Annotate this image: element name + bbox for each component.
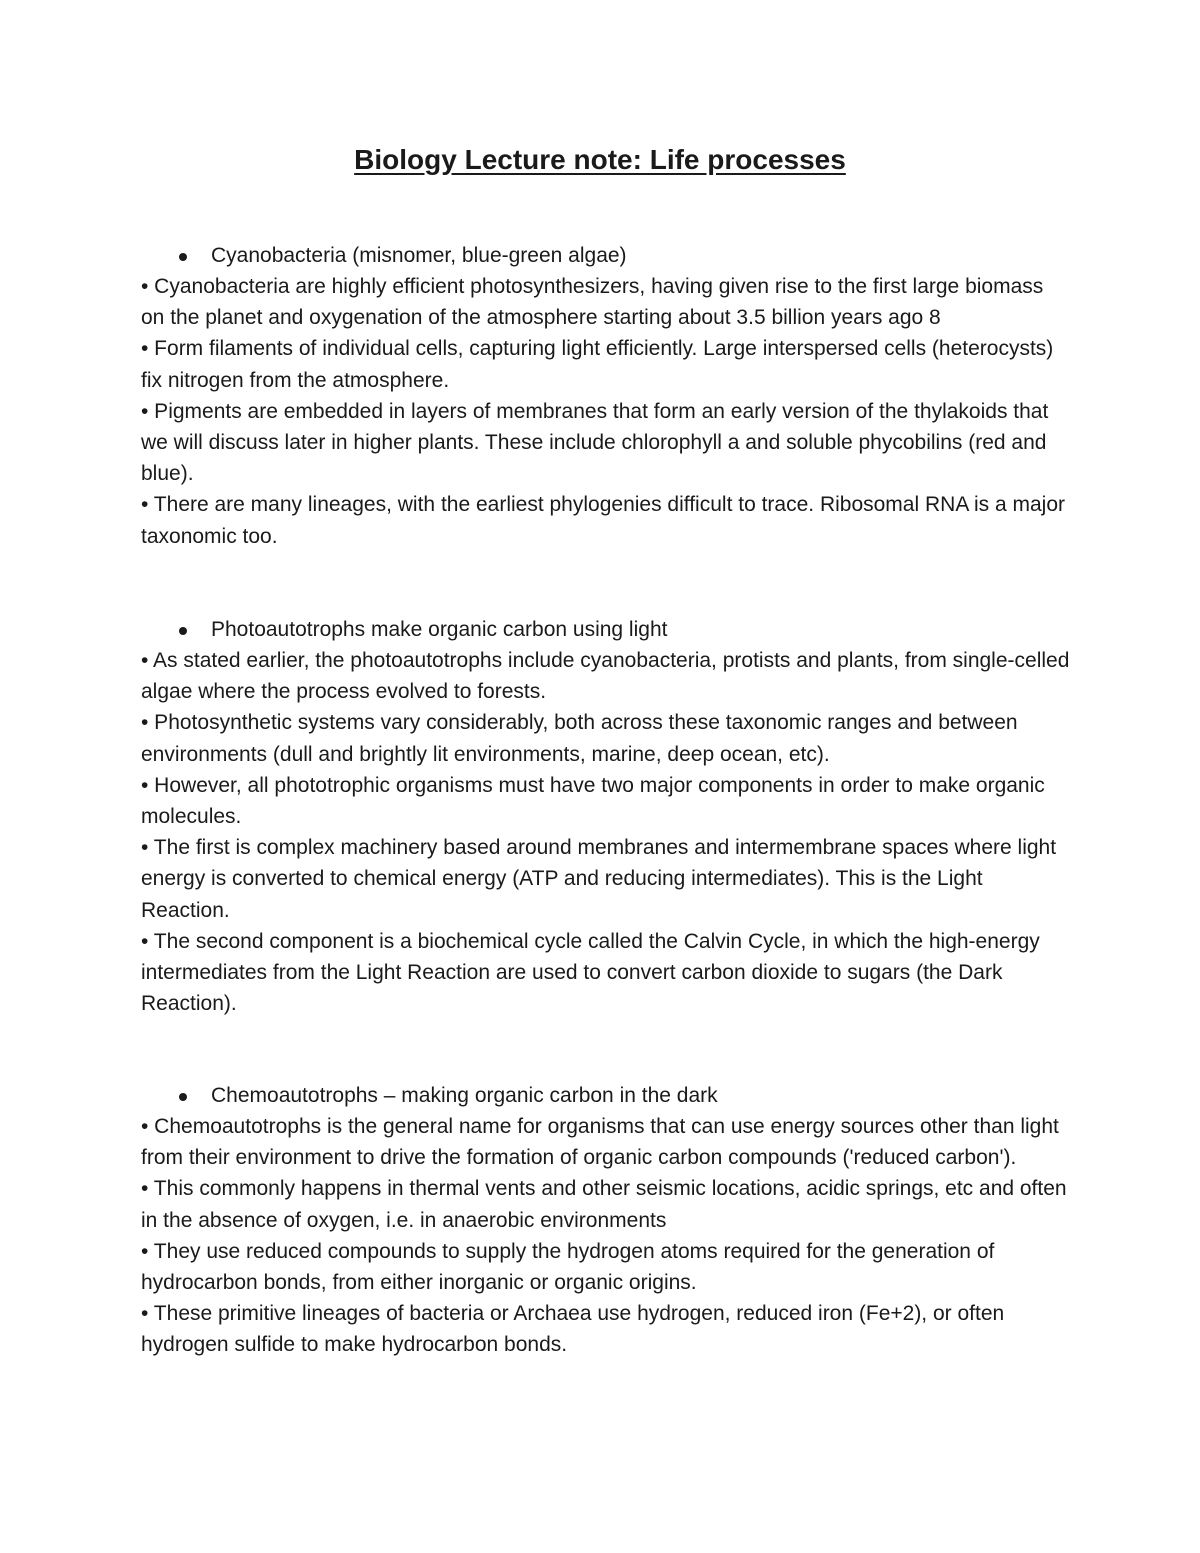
paragraph: • Chemoautotrophs is the general name for organisms that can use energy sources other than light from their environment to drive the formation of organic carbon compounds ('reduced carbon'). [141,1115,1059,1170]
paragraph: • This commonly happens in thermal vents and other seismic locations, acidic springs, etc and often in the absence of oxygen, i.e. in anaerobic environments [141,1177,1067,1232]
section-heading [141,240,1071,271]
paragraph: • There are many lineages, with the earliest phylogenies difficult to trace. Ribosomal RNA is a major taxonomic too. [141,493,1066,548]
paragraph: • However, all phototrophic organisms must have two major components in order to make organic molecules. [141,773,1045,829]
section-heading-label: Photoautotrophs make organic carbon using light [211,618,668,641]
paragraph: • These primitive lineages of bacteria or Archaea use hydrogen, reduced iron (Fe+2), or often hydrogen sulfide to make hydrocarbon bonds. [141,1302,1005,1357]
paragraph: • Cyanobacteria are highly efficient photosynthesizers, having given rise to the first large biomass on the planet and oxygenation of the atmosphere starting about 3.5 billion years ago 8 [141,275,1044,330]
section-photoautotrophs [141,614,1071,1019]
bullet-dot-icon [179,627,187,635]
paragraph: • Form filaments of individual cells, capturing light efficiently. Large interspersed cells (heterocysts) fix nitrogen from the atmosphere. [141,337,1054,392]
bullet-dot-icon [179,253,187,261]
section-heading [141,614,1071,645]
paragraph: • Pigments are embedded in layers of membranes that form an early version of the thylakoids that we will discuss later in higher plants. These include chlorophyll a and soluble phycobilins (red and blue). [141,399,1049,486]
section-cyanobacteria [141,240,1071,552]
paragraph: • Photosynthetic systems vary considerably, both across these taxonomic ranges and between environments (dull and brightly lit environments, marine, deep ocean, etc). [141,711,1018,766]
document-title: Biology Lecture note: Life processes [354,144,846,175]
section-heading-label: Chemoautotrophs – making organic carbon in the dark [211,1084,718,1107]
paragraph: • The first is complex machinery based around membranes and intermembrane spaces where light energy is converted to chemical energy (ATP and reducing intermediates). This is the Light Reaction. [141,836,1057,922]
paragraph: • They use reduced compounds to supply the hydrogen atoms required for the generation of hydrocarbon bonds, from either inorganic or organic origins. [141,1239,995,1295]
bullet-dot-icon [179,1093,187,1101]
paragraph: • The second component is a biochemical cycle called the Calvin Cycle, in which the high-energy intermediates from the Light Reaction are used to convert carbon dioxide to sugars (the Dark Reaction). [141,929,1040,1016]
section-heading-label: Cyanobacteria (misnomer, blue-green algae) [211,244,627,267]
paragraph: • As stated earlier, the photoautotrophs include cyanobacteria, protists and plants, from single-celled algae where the process evolved to forests. [141,649,1070,704]
section-chemoautotrophs [141,1080,1071,1361]
section-heading [141,1080,1071,1111]
